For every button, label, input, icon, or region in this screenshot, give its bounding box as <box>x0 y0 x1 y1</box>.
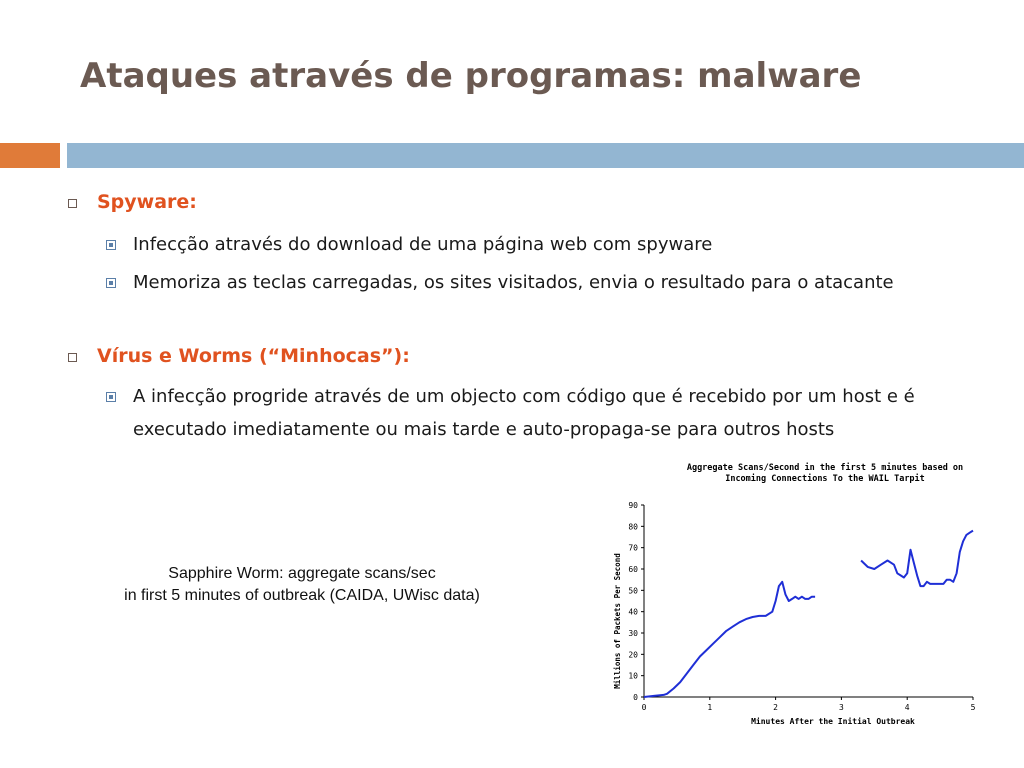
x-tick-label: 0 <box>641 703 647 712</box>
caption-line-2: in first 5 minutes of outbreak (CAIDA, UWisc data) <box>124 587 480 604</box>
bullet-square-icon <box>68 353 77 362</box>
slide-title: Ataques através de programas: malware <box>80 56 862 96</box>
sub-bullet-icon <box>106 278 116 288</box>
bullet-spyware: Spyware: <box>97 191 197 213</box>
y-tick-label: 20 <box>628 650 638 660</box>
y-tick-label: 40 <box>628 607 638 617</box>
x-tick-label: 4 <box>904 703 910 712</box>
series-lines <box>644 531 973 697</box>
y-tick-label: 30 <box>628 629 638 638</box>
sub-bullet-download: Infecção através do download de uma página web com spyware <box>133 234 713 255</box>
y-tick-label: 50 <box>628 586 638 596</box>
y-tick-label: 80 <box>628 522 638 532</box>
x-tick-label: 1 <box>707 703 713 712</box>
x-axis-label: Minutes After the Initial Outbreak <box>751 717 915 726</box>
series-line-segment <box>861 531 973 587</box>
x-tick-label: 5 <box>970 703 976 712</box>
sub-bullet-icon <box>106 240 116 250</box>
bullet-square-icon <box>68 199 77 208</box>
sub-bullet-icon <box>106 392 116 402</box>
sub-bullet-keystrokes: Memoriza as teclas carregadas, os sites visitados, envia o resultado para o atacante <box>133 272 894 293</box>
chart-title-line-1: Aggregate Scans/Second in the first 5 minutes based on <box>686 463 964 473</box>
y-tick-label: 90 <box>628 501 638 510</box>
accent-bar-blue <box>67 143 1024 168</box>
x-tick-labels <box>642 697 976 712</box>
accent-bar-orange <box>0 143 60 168</box>
y-tick-label: 60 <box>628 565 638 574</box>
y-tick-label: 10 <box>628 671 638 681</box>
sub-bullet-infection: A infecção progride através de um objecto com código que é recebido por um host e é executado imediatamente ou mais tarde e auto-propaga-se para outros hosts <box>133 386 915 440</box>
bullet-virus-worms: Vírus e Worms (“Minhocas”): <box>97 345 410 367</box>
scans-chart <box>600 458 990 730</box>
chart-title-line-2: Incoming Connections To the WAIL Tarpit <box>725 474 925 484</box>
y-tick-label: 0 <box>633 693 638 702</box>
chart-caption <box>60 563 544 607</box>
chart-axes <box>644 505 973 697</box>
y-tick-label: 70 <box>628 543 638 553</box>
x-tick-label: 2 <box>773 703 779 712</box>
series-line-segment <box>644 582 815 697</box>
x-tick-label: 3 <box>838 703 844 712</box>
y-axis-label: Millions of Packets Per Second <box>613 553 622 689</box>
y-tick-labels <box>628 501 644 702</box>
caption-line-1: Sapphire Worm: aggregate scans/sec <box>168 565 436 582</box>
